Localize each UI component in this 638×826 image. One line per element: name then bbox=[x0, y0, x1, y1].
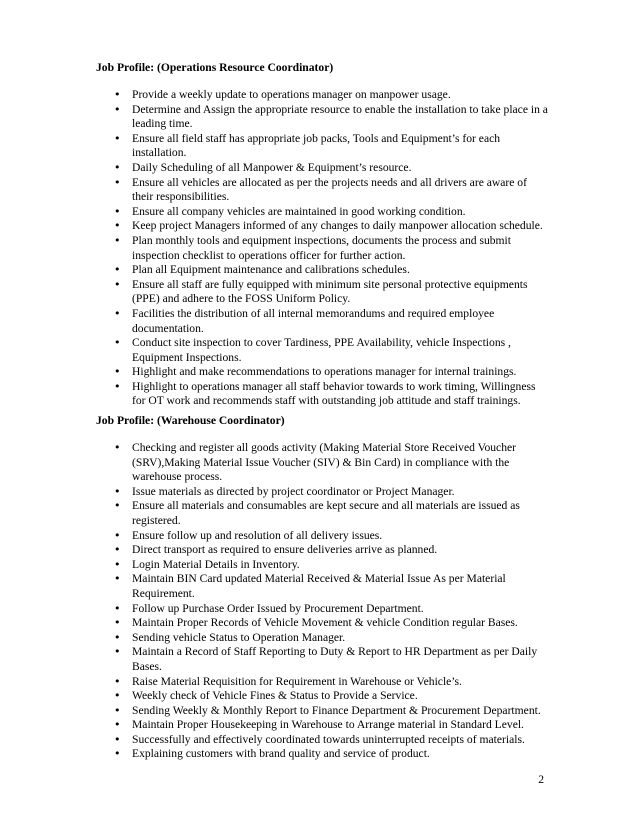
list-item: • Sending vehicle Status to Operation Manager. bbox=[96, 631, 550, 646]
list-item: • Ensure all staff are fully equipped with minimum site personal protective equipments (PPE) and adhere to the FOSS Uniform Policy. bbox=[96, 278, 550, 307]
section-heading-warehouse-coordinator: Job Profile: (Warehouse Coordinator) bbox=[96, 414, 285, 427]
warehouse-duties-list bbox=[96, 441, 550, 762]
list-item: • Plan monthly tools and equipment inspections, documents the process and submit inspection checklist to operations officer for further action. bbox=[96, 234, 550, 263]
list-item: • Conduct site inspection to cover Tardiness, PPE Availability, vehicle Inspections , Equipment Inspections. bbox=[96, 336, 550, 365]
section-heading-operations-resource-coordinator: Job Profile: (Operations Resource Coordinator) bbox=[96, 61, 334, 74]
operations-duties-list bbox=[96, 88, 550, 409]
list-item: • Maintain Proper Housekeeping in Warehouse to Arrange material in Standard Level. bbox=[96, 718, 550, 733]
list-item: • Ensure all company vehicles are maintained in good working condition. bbox=[96, 205, 550, 220]
list-item: • Issue materials as directed by project coordinator or Project Manager. bbox=[96, 485, 550, 500]
list-item: • Provide a weekly update to operations manager on manpower usage. bbox=[96, 88, 550, 103]
list-item: • Ensure all field staff has appropriate job packs, Tools and Equipment’s for each installation. bbox=[96, 132, 550, 161]
list-item: • Highlight to operations manager all staff behavior towards to work timing, Willingness for OT work and recommends staff with outstanding job attitude and staff trainings. bbox=[96, 380, 550, 409]
list-item: • Follow up Purchase Order Issued by Procurement Department. bbox=[96, 602, 550, 617]
list-item: • Maintain a Record of Staff Reporting to Duty & Report to HR Department as per Daily Bases. bbox=[96, 645, 550, 674]
list-item: • Daily Scheduling of all Manpower & Equipment’s resource. bbox=[96, 161, 550, 176]
list-item: • Successfully and effectively coordinated towards uninterrupted receipts of materials. bbox=[96, 733, 550, 748]
list-item: • Determine and Assign the appropriate resource to enable the installation to take place in a leading time. bbox=[96, 103, 550, 132]
list-item: • Explaining customers with brand quality and service of product. bbox=[96, 747, 550, 762]
list-item: • Facilities the distribution of all internal memorandums and required employee documentation. bbox=[96, 307, 550, 336]
page-number: 2 bbox=[538, 773, 544, 786]
list-item: • Maintain BIN Card updated Material Received & Material Issue As per Material Requirement. bbox=[96, 572, 550, 601]
list-item: • Sending Weekly & Monthly Report to Finance Department & Procurement Department. bbox=[96, 704, 550, 719]
list-item: • Ensure follow up and resolution of all delivery issues. bbox=[96, 529, 550, 544]
list-item: • Ensure all vehicles are allocated as per the projects needs and all drivers are aware of their responsibilities. bbox=[96, 176, 550, 205]
list-item: • Login Material Details in Inventory. bbox=[96, 558, 550, 573]
list-item: • Direct transport as required to ensure deliveries arrive as planned. bbox=[96, 543, 550, 558]
list-item: • Keep project Managers informed of any changes to daily manpower allocation schedule. bbox=[96, 219, 550, 234]
list-item: • Weekly check of Vehicle Fines & Status to Provide a Service. bbox=[96, 689, 550, 704]
list-item: • Raise Material Requisition for Requirement in Warehouse or Vehicle’s. bbox=[96, 675, 550, 690]
list-item: • Highlight and make recommendations to operations manager for internal trainings. bbox=[96, 365, 550, 380]
list-item: • Plan all Equipment maintenance and calibrations schedules. bbox=[96, 263, 550, 278]
list-item: • Maintain Proper Records of Vehicle Movement & vehicle Condition regular Bases. bbox=[96, 616, 550, 631]
list-item: • Checking and register all goods activity (Making Material Store Received Voucher (SRV),Making Material Issue Voucher (SIV) & Bin Card) in compliance with the warehouse process. bbox=[96, 441, 550, 485]
list-item: • Ensure all materials and consumables are kept secure and all materials are issued as registered. bbox=[96, 499, 550, 528]
